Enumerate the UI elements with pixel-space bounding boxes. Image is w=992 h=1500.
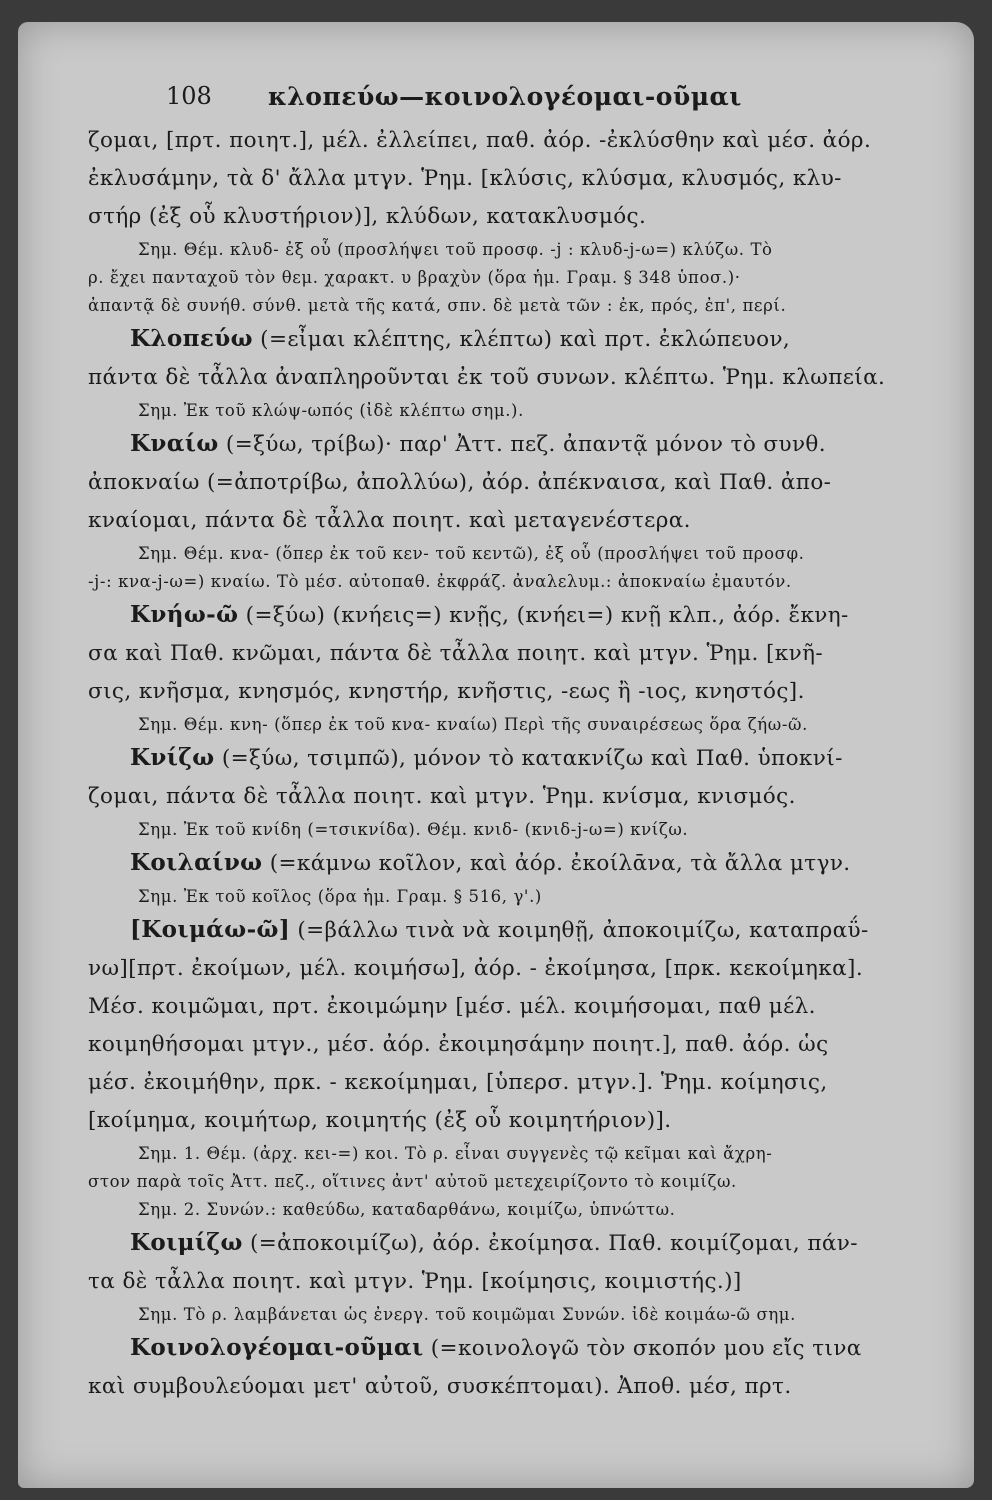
text-line: τα δὲ τἆλλα ποιητ. καὶ μτγν. Ῥημ. [κοίμησις, κοιμιστής.)] bbox=[88, 1269, 742, 1294]
entry-line bbox=[88, 320, 948, 359]
text-line: νω][πρτ. ἐκοίμων, μέλ. κοιμήσω], ἀόρ. - ἐκοίμησα, [πρκ. κεκοίμηκα]. bbox=[88, 956, 864, 981]
entry-text: (=ἀποκοιμίζω), ἀόρ. ἐκοίμησα. Παθ. κοιμίζομαι, πάν- bbox=[242, 1231, 858, 1256]
entry-text: (=εἶμαι κλέπτης, κλέπτω) καὶ πρτ. ἐκλώπευον, bbox=[252, 327, 791, 352]
text-line: ζομαι, [πρτ. ποιητ.], μέλ. ἐλλείπει, παθ. ἀόρ. -ἐκλύσθην καὶ μέσ. ἀόρ. bbox=[88, 128, 872, 153]
entry-text: (=κάμνω κοῖλον, καὶ ἀόρ. ἐκοίλᾱνα, τὰ ἄλλα μτγν. bbox=[262, 851, 851, 876]
text-line: στήρ (ἐξ οὗ κλυστήριον)], κλύδων, κατακλυσμός. bbox=[88, 204, 647, 229]
entry-text: (=βάλλω τινὰ νὰ κοιμηθῇ, ἀποκοιμίζω, καταπραΰ- bbox=[290, 918, 869, 943]
text-line: ἐκλυσάμην, τὰ δ' ἄλλα μτγν. Ῥημ. [κλύσις, κλύσμα, κλυσμός, κλυ- bbox=[88, 166, 842, 191]
headword: Κοιλαίνω bbox=[130, 849, 263, 876]
note-line: Σημ. Ἐκ τοῦ κνίδη (=τσικνίδα). Θέμ. κνιδ- (κνιδ-j-ω=) κνίζω. bbox=[138, 820, 689, 839]
text-line: κναίομαι, πάντα δὲ τἆλλα ποιητ. καὶ μεταγενέστερα. bbox=[88, 508, 691, 533]
note-line: Σημ. Θέμ. κνα- (ὅπερ ἐκ τοῦ κεν- τοῦ κεντῶ), ἐξ οὗ (προσλήψει τοῦ προσφ. bbox=[138, 544, 805, 563]
note-line: στον παρὰ τοῖς Ἀττ. πεζ., οἵτινες ἀντ' αὐτοῦ μετεχειρίζοντο τὸ κοιμίζω. bbox=[88, 1172, 737, 1191]
note-line: Σημ. 1. Θέμ. (ἀρχ. κει-=) κοι. Τὸ ρ. εἶναι συγγενὲς τῷ κεῖμαι καὶ ἄχρη- bbox=[138, 1144, 773, 1163]
entry-line bbox=[88, 911, 948, 950]
note-line: Σημ. Ἐκ τοῦ κλώψ-ωπός (ἰδὲ κλέπτω σημ.). bbox=[138, 401, 524, 420]
headword: Κνήω-ῶ bbox=[130, 601, 239, 628]
headword: Κνίζω bbox=[130, 744, 215, 771]
page-content bbox=[88, 72, 948, 1406]
entry-line bbox=[88, 1329, 948, 1368]
text-line: μέσ. ἐκοιμήθην, πρκ. - κεκοίμημαι, [ὑπερσ. μτγν.]. Ῥημ. κοίμησις, bbox=[88, 1070, 828, 1095]
entry-text: (=ξύω) (κνήεις=) κνῇς, (κνήει=) κνῇ κλπ., ἀόρ. ἔκνη- bbox=[238, 603, 849, 628]
text-line: σα καὶ Παθ. κνῶμαι, πάντα δὲ τἆλλα ποιητ. καὶ μτγν. Ῥημ. [κνῆ- bbox=[88, 641, 824, 666]
page-header bbox=[88, 72, 948, 122]
note-line: -j-: κνα-j-ω=) κναίω. Τὸ μέσ. αὐτοπαθ. ἐκφράζ. ἀναλελυμ.: ἀποκναίω ἐμαυτόν. bbox=[88, 572, 792, 591]
headword: [Κοιμάω-ῶ] bbox=[130, 916, 291, 943]
note-line: ἀπαντᾷ δὲ συνήθ. σύνθ. μετὰ τῆς κατά, σπν. δὲ μετὰ τῶν : ἐκ, πρός, ἐπ', περί. bbox=[88, 296, 787, 315]
note-line: Σημ. Τὸ ρ. λαμβάνεται ὡς ἐνεργ. τοῦ κοιμῶμαι Συνών. ἰδὲ κοιμάω-ῶ σημ. bbox=[138, 1305, 796, 1324]
text-line: Μέσ. κοιμῶμαι, πρτ. ἐκοιμώμην [μέσ. μέλ. κοιμήσομαι, παθ μέλ. bbox=[88, 994, 816, 1019]
note-line: Σημ. Ἐκ τοῦ κοῖλος (ὅρα ἡμ. Γραμ. § 516, γ'.) bbox=[138, 887, 542, 906]
headword: Κλοπεύω bbox=[130, 325, 253, 352]
note-line: Σημ. Θέμ. κλυδ- ἐξ οὗ (προσλήψει τοῦ προσφ. -j : κλυδ-j-ω=) κλύζω. Τὸ bbox=[138, 240, 773, 259]
note-line: Σημ. Θέμ. κνη- (ὅπερ ἐκ τοῦ κνα- κναίω) Περὶ τῆς συναιρέσεως ὅρα ζήω-ῶ. bbox=[138, 715, 808, 734]
entry-text: (=ξύω, τρίβω)· παρ' Ἀττ. πεζ. ἀπαντᾷ μόνον τὸ συνθ. bbox=[218, 432, 827, 457]
entry-line bbox=[88, 596, 948, 635]
note-line: Σημ. 2. Συνών.: καθεύδω, καταδαρθάνω, κοιμίζω, ὑπνώττω. bbox=[138, 1200, 676, 1219]
dictionary-body bbox=[88, 122, 948, 1406]
entry-line bbox=[88, 1224, 948, 1263]
headword: Κναίω bbox=[130, 430, 219, 457]
entry-text: (=κοινολογῶ τὸν σκοπόν μου εἴς τινα bbox=[423, 1336, 862, 1361]
text-line: πάντα δὲ τἆλλα ἀναπληροῦνται ἐκ τοῦ συνων. κλέπτω. Ῥημ. κλωπεία. bbox=[88, 365, 886, 390]
headword: Κοιμίζω bbox=[130, 1229, 243, 1256]
text-line: καὶ συμβουλεύομαι μετ' αὐτοῦ, συσκέπτομαι). Ἀποθ. μέσ, πρτ. bbox=[88, 1374, 792, 1399]
entry-line bbox=[88, 425, 948, 464]
scanned-page bbox=[18, 22, 974, 1488]
text-line: κοιμηθήσομαι μτγν., μέσ. ἀόρ. ἐκοιμησάμην ποιητ.], παθ. ἀόρ. ὡς bbox=[88, 1032, 829, 1057]
entry-text: (=ξύω, τσιμπῶ), μόνον τὸ κατακνίζω καὶ Παθ. ὑποκνί- bbox=[214, 746, 843, 771]
text-line: σις, κνῆσμα, κνησμός, κνηστήρ, κνῆστις, -εως ἢ -ιος, κνηστός]. bbox=[88, 679, 805, 704]
note-line: ρ. ἔχει πανταχοῦ τὸν θεμ. χαρακτ. υ βραχὺν (ὅρα ἡμ. Γραμ. § 348 ὑποσ.)· bbox=[88, 268, 741, 287]
text-line: [κοίμημα, κοιμήτωρ, κοιμητής (ἐξ οὗ κοιμητήριον)]. bbox=[88, 1108, 672, 1133]
running-title: κλοπεύω—κοινολογέομαι-οῦμαι bbox=[268, 82, 742, 111]
entry-line bbox=[88, 739, 948, 778]
text-line: ἀποκναίω (=ἀποτρίβω, ἀπολλύω), ἀόρ. ἀπέκναισα, καὶ Παθ. ἀπο- bbox=[88, 470, 832, 495]
headword: Κοινολογέομαι-οῦμαι bbox=[130, 1334, 424, 1361]
text-line: ζομαι, πάντα δὲ τἆλλα ποιητ. καὶ μτγν. Ῥημ. κνίσμα, κνισμός. bbox=[88, 784, 796, 809]
page-number: 108 bbox=[166, 82, 212, 110]
entry-line bbox=[88, 844, 948, 883]
